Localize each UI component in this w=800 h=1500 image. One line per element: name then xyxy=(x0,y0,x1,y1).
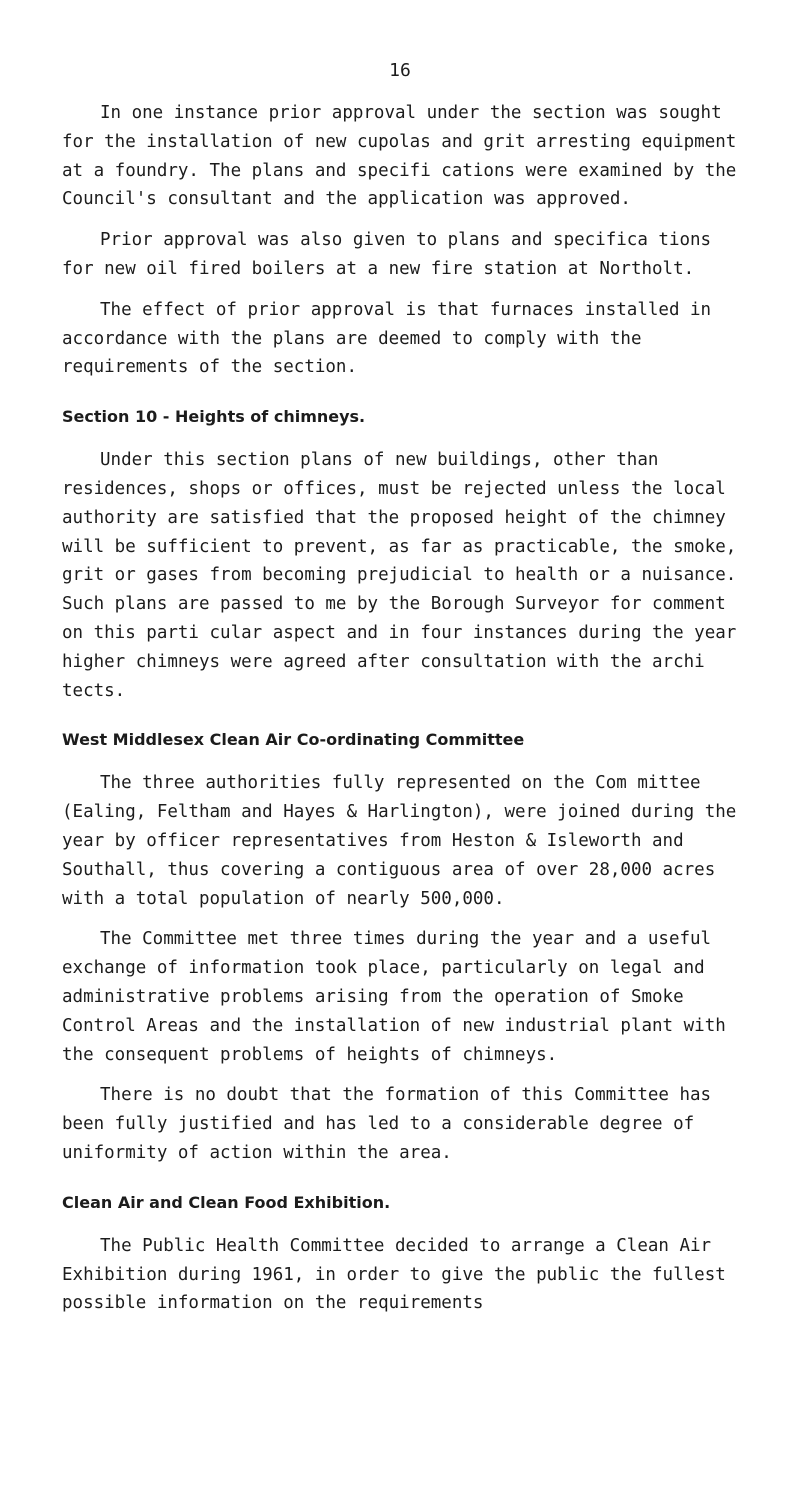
paragraph-committee-members: The three authorities fully represented on the Com mittee (Ealing, Feltham and Hayes & Harlington), were joined during the year by officer representatives from Heston & Isleworth and Southall, thus covering a contiguous area of over 28,000 acres with a total population of nearly 500,000. xyxy=(62,773,737,909)
paragraph-prior-approval-foundry: In one instance prior approval under the section was sought for the installation of new cupolas and grit arresting equipment at a foundry. The plans and specifi cations were examined by the Council's consultant and the application was approved. xyxy=(62,103,737,210)
paragraph-prior-approval-boilers: Prior approval was also given to plans and specifica tions for new oil fired boilers at a new fire station at Northolt. xyxy=(62,230,712,279)
section-heading-west-middlesex-committee: West Middlesex Clean Air Co-ordinating Committee xyxy=(62,730,525,750)
paragraph-heights-of-chimneys: Under this section plans of new buildings, other than residences, shops or offices, must be rejected unless the local authority are satisfied that the proposed height of the chimney will be sufficient to prevent, as far as practicable, the smoke, grit or gases from becoming prejudicial to health or a nuisance. Such plans are passed to me by the Borough Surveyor for comment on this parti cular aspect and in four instances during the year higher chimneys were agreed after consultation with the archi tects. xyxy=(62,450,737,701)
section-heading-clean-air-exhibition: Clean Air and Clean Food Exhibition. xyxy=(62,1192,391,1212)
section-heading-heights-of-chimneys: Section 10 - Heights of chimneys. xyxy=(62,407,366,427)
paragraph-committee-meetings: The Committee met three times during the year and a useful exchange of information took place, particularly on legal and administrative problems arising from the operation of Smoke Control Areas and the installation of new industrial plant with the consequent problems of heights of chimneys. xyxy=(62,929,726,1065)
paragraph-clean-air-exhibition: The Public Health Committee decided to arrange a Clean Air Exhibition during 1961, in order to give the public the fullest possible information on the requirements xyxy=(62,1235,726,1314)
page-body xyxy=(62,99,746,1318)
paragraph-committee-justified: There is no doubt that the formation of this Committee has been fully justified and has led to a considerable degree of uniformity of action within the area. xyxy=(62,1085,712,1163)
page-number: 16 xyxy=(389,60,411,81)
paragraph-effect-of-prior-approval: The effect of prior approval is that furnaces installed in accordance with the plans are deemed to comply with the requirements of the section. xyxy=(62,299,712,378)
